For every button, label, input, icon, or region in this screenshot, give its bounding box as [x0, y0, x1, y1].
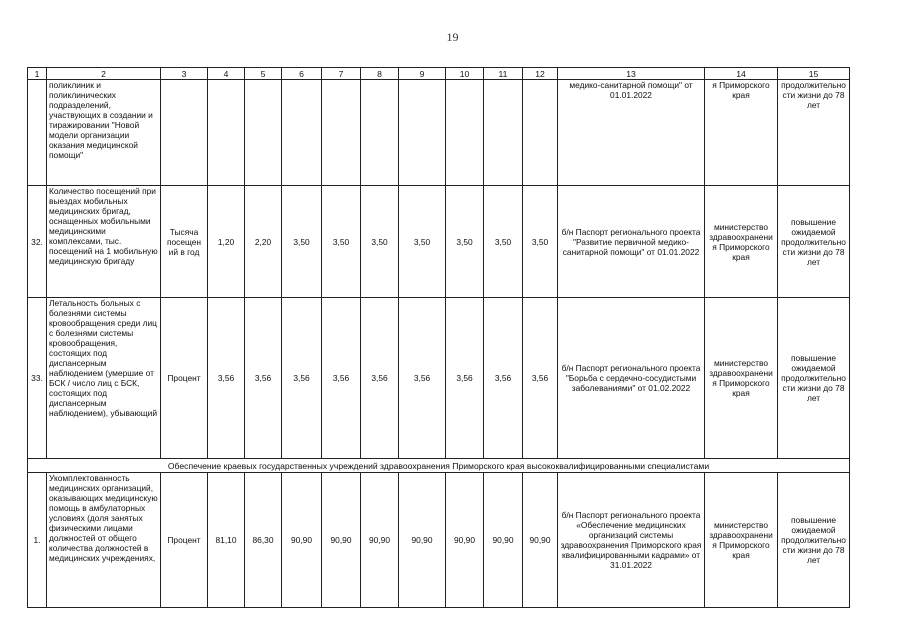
unit-cell: Процент: [161, 298, 208, 459]
table-row: [28, 186, 850, 298]
source-document: б/н Паспорт регионального проекта "Борьба с сердечно-сосудистыми заболеваниями" от 01.02.2022: [558, 298, 705, 459]
column-header: 12: [523, 68, 558, 80]
column-header: 6: [282, 68, 322, 80]
value-cell: [245, 80, 282, 186]
value-cell: 3,56: [399, 298, 446, 459]
value-cell: [282, 80, 322, 186]
responsible-body: министерство здравоохранени я Приморского края: [705, 186, 778, 298]
column-header-row: [28, 68, 850, 80]
value-cell: 90,90: [282, 473, 322, 608]
column-header: 5: [245, 68, 282, 80]
value-cell: 3,50: [484, 186, 523, 298]
row-number: [28, 80, 47, 186]
value-cell: 3,56: [361, 298, 399, 459]
indicator-name: Летальность больных с болезнями системы кровообращения среди лиц с болезнями системы кровообращения, состоящих под диспансерным наблюдением (умершие от БСК / число лиц с БСК, состоящих под диспансерным наблюдением), убывающий: [47, 298, 161, 459]
value-cell: 3,50: [523, 186, 558, 298]
value-cell: 90,90: [484, 473, 523, 608]
column-header: 2: [47, 68, 161, 80]
column-header: 4: [208, 68, 245, 80]
row-number: 32.: [28, 186, 47, 298]
value-cell: 86,30: [245, 473, 282, 608]
unit-cell: Процент: [161, 473, 208, 608]
value-cell: 3,56: [484, 298, 523, 459]
value-cell: [484, 80, 523, 186]
page-number: 19: [446, 30, 459, 44]
column-header: 13: [558, 68, 705, 80]
value-cell: 3,50: [322, 186, 361, 298]
table-row: [28, 298, 850, 459]
section-header-row: [28, 459, 850, 473]
row-number: 1.: [28, 473, 47, 608]
column-header: 15: [778, 68, 850, 80]
value-cell: 90,90: [399, 473, 446, 608]
column-header: 11: [484, 68, 523, 80]
goal-cell: повышение ожидаемой продолжительно сти жизни до 78 лет: [778, 298, 850, 459]
value-cell: 3,56: [208, 298, 245, 459]
indicator-name: Укомплектованность медицинских организаций, оказывающих медицинскую помощь в амбулаторных условиях (доля занятых физическими лицами должностей от общего количества должностей в медицинских учреждениях,: [47, 473, 161, 608]
value-cell: 90,90: [446, 473, 484, 608]
table-row: [28, 80, 850, 186]
value-cell: [446, 80, 484, 186]
goal-cell: повышение ожидаемой продолжительно сти жизни до 78 лет: [778, 473, 850, 608]
value-cell: 90,90: [523, 473, 558, 608]
value-cell: 3,50: [399, 186, 446, 298]
value-cell: [361, 80, 399, 186]
value-cell: [523, 80, 558, 186]
value-cell: [322, 80, 361, 186]
column-header: 10: [446, 68, 484, 80]
value-cell: 2,20: [245, 186, 282, 298]
value-cell: 3,56: [446, 298, 484, 459]
source-document: б/н Паспорт регионального проекта «Обеспечение медицинских организаций системы здравоохранения Приморского края квалифицированными кадрами» от 31.01.2022: [558, 473, 705, 608]
column-header: 7: [322, 68, 361, 80]
source-document: медико-санитарной помощи" от 01.01.2022: [558, 80, 705, 186]
indicator-name: Количество посещений при выездах мобильных медицинских бригад, оснащенных мобильными медицинскими комплексами, тыс. посещений на 1 мобильную медицинскую бригаду: [47, 186, 161, 298]
value-cell: 90,90: [322, 473, 361, 608]
value-cell: 81,10: [208, 473, 245, 608]
value-cell: 3,50: [282, 186, 322, 298]
column-header: 3: [161, 68, 208, 80]
source-document: б/н Паспорт регионального проекта "Развитие первичной медико-санитарной помощи" от 01.01.2022: [558, 186, 705, 298]
indicator-name: поликлиник и поликлинических подразделений, участвующих в создании и тиражировании "Новой модели организации оказания медицинской помощи": [47, 80, 161, 186]
goal-cell: повышение ожидаемой продолжительно сти жизни до 78 лет: [778, 186, 850, 298]
column-header: 9: [399, 68, 446, 80]
column-header: 8: [361, 68, 399, 80]
value-cell: 3,56: [523, 298, 558, 459]
column-header: 14: [705, 68, 778, 80]
table-row: [28, 473, 850, 608]
value-cell: 1,20: [208, 186, 245, 298]
column-header: 1: [28, 68, 47, 80]
value-cell: 3,56: [282, 298, 322, 459]
value-cell: [399, 80, 446, 186]
responsible-body: министерство здравоохранени я Приморского края: [705, 473, 778, 608]
goal-cell: продолжительно сти жизни до 78 лет: [778, 80, 850, 186]
value-cell: 3,50: [446, 186, 484, 298]
responsible-body: я Приморского края: [705, 80, 778, 186]
responsible-body: министерство здравоохранени я Приморского края: [705, 298, 778, 459]
value-cell: 3,56: [322, 298, 361, 459]
unit-cell: Тысяча посещен ий в год: [161, 186, 208, 298]
unit-cell: [161, 80, 208, 186]
indicators-table: [27, 67, 850, 608]
value-cell: 3,56: [245, 298, 282, 459]
section-title: Обеспечение краевых государственных учреждений здравоохранения Приморского края высококвалифицированными специалистами: [28, 459, 850, 473]
value-cell: 3,50: [361, 186, 399, 298]
row-number: 33.: [28, 298, 47, 459]
value-cell: [208, 80, 245, 186]
value-cell: 90,90: [361, 473, 399, 608]
